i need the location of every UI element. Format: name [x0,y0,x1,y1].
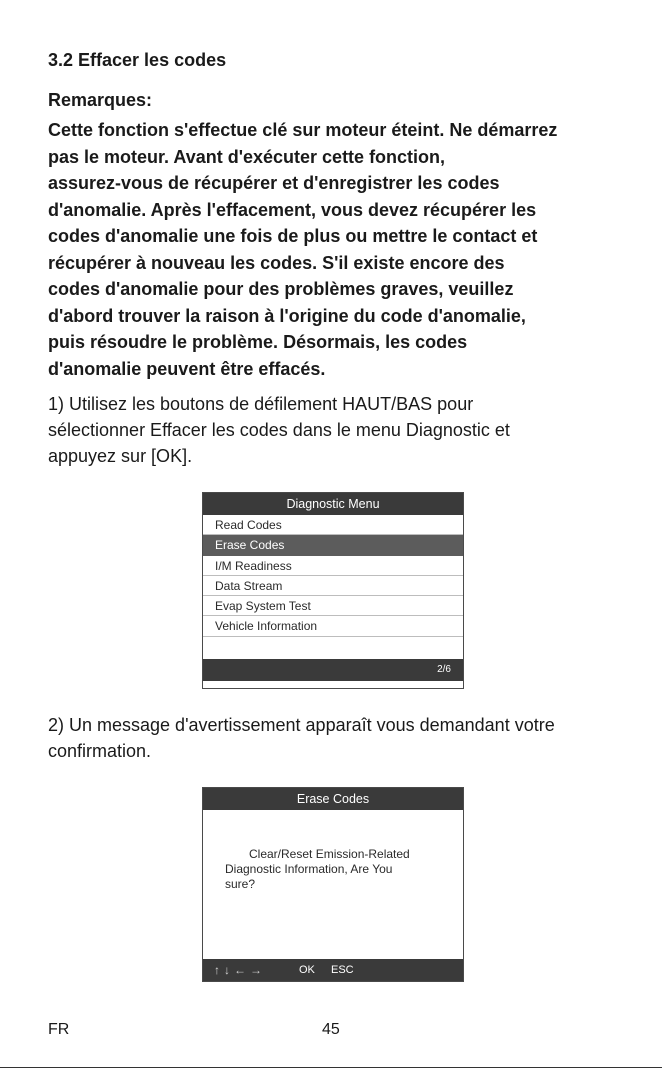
message-line: sure? [225,877,256,891]
arrow-left-icon[interactable]: ← [234,963,250,977]
step-1-line: 1) Utilisez les boutons de défilement HAUT/BAS pour [48,394,474,414]
arrow-right-icon[interactable]: → [250,963,266,977]
step-1-instructions [48,391,510,469]
remarks-line: codes d'anomalie une fois de plus ou mettre le contact et [48,226,538,246]
menu-item-evap-system-test[interactable]: Evap System Test [203,596,463,616]
remarks-line: d'abord trouver la raison à l'origine du code d'anomalie, [48,305,526,326]
esc-button[interactable]: ESC [331,964,354,976]
navigation-arrows [214,959,266,981]
remarks-line: Cette fonction s'effectue clé sur moteur éteint. Ne démarrez [48,120,558,140]
remarks-title: Remarques: [48,90,153,110]
erase-codes-footer [203,959,463,981]
diagnostic-menu-footer [203,659,463,681]
arrow-down-icon[interactable]: ↓ [224,963,234,977]
menu-empty-row [203,637,463,659]
footer-language: FR [48,1021,70,1038]
remarks-line: puis résoudre le problème. Désormais, les codes [48,332,468,352]
remarks-line: d'anomalie. Après l'effacement, vous devez récupérer les [48,199,537,220]
message-line: Diagnostic Information, Are You [225,862,393,876]
erase-confirmation-message [225,847,445,892]
remarks-line: codes d'anomalie pour des problèmes graves, veuillez [48,279,514,299]
erase-codes-screen [202,787,464,982]
step-2-instructions [48,712,555,764]
diagnostic-menu-screen [202,492,464,689]
step-2-line: confirmation. [48,741,152,761]
step-1-line: sélectionner Effacer les codes dans le menu Diagnostic et [48,420,510,440]
diagnostic-menu-list [203,515,463,659]
erase-codes-title: Erase Codes [203,788,463,810]
ok-button[interactable]: OK [299,964,315,976]
menu-item-vehicle-information[interactable]: Vehicle Information [203,616,463,636]
diagnostic-menu-title: Diagnostic Menu [203,493,463,515]
footer-page-number: 45 [322,1021,340,1038]
remarks-line: pas le moteur. Avant d'exécuter cette fonction, [48,146,446,167]
remarks-body [48,117,628,382]
menu-item-read-codes[interactable]: Read Codes [203,515,463,535]
arrow-up-icon[interactable]: ↑ [214,963,224,977]
menu-item-im-readiness[interactable]: I/M Readiness [203,556,463,576]
section-heading: 3.2 Effacer les codes [48,50,227,70]
remarks-line: assurez-vous de récupérer et d'enregistrer les codes [48,173,500,193]
menu-item-data-stream[interactable]: Data Stream [203,576,463,596]
menu-item-erase-codes[interactable]: Erase Codes [203,535,463,555]
step-1-line: appuyez sur [OK]. [48,446,193,466]
bottom-divider [0,1067,662,1068]
remarks-line: d'anomalie peuvent être effacés. [48,358,326,379]
page-indicator: 2/6 [437,663,451,675]
step-2-line: 2) Un message d'avertissement apparaît vous demandant votre [48,715,555,735]
message-line: Clear/Reset Emission-Related [249,847,410,861]
erase-confirmation-body [203,810,463,959]
remarks-line: récupérer à nouveau les codes. S'il existe encore des [48,252,505,273]
